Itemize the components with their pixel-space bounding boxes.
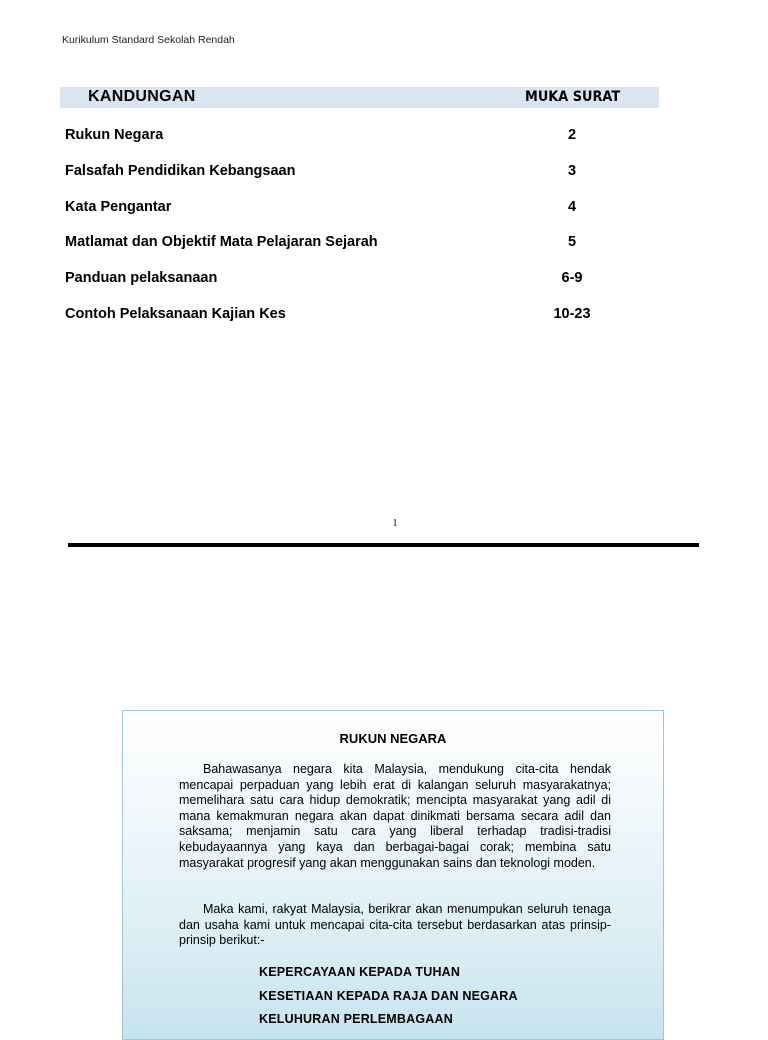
toc-entry[interactable]: [0, 270, 768, 292]
toc-entry-page: 5: [567, 234, 577, 250]
rukun-negara-paragraph-1: Bahawasanya negara kita Malaysia, mendukung cita-cita hendak mencapai perpaduan yang lebih erat di kalangan seluruh masyarakatnya; memelihara satu cara hidup demokratik; mencipta masyarakat yang adil di mana kemakmuran negara akan dapat dinikmati bersama secara adil dan saksama; menjamin satu cara yang liberal terhadap tradisi-tradisi kebudayaannya yang kaya dan berbagai-bagai corak; membina satu masyarakat progresif yang akan menggunakan sains dan teknologi moden.: [179, 762, 611, 870]
toc-entry-title: Contoh Pelaksanaan Kajian Kes: [65, 306, 286, 322]
toc-entry[interactable]: [0, 234, 768, 256]
toc-entry-page: 4: [567, 199, 577, 215]
toc-entry-title: Falsafah Pendidikan Kebangsaan: [65, 163, 296, 179]
rukun-negara-box: [122, 710, 664, 1040]
principle-item: KESETIAAN KEPADA RAJA DAN NEGARA: [259, 989, 518, 1003]
toc-entry[interactable]: [0, 199, 768, 221]
toc-entry-title: Rukun Negara: [65, 127, 164, 143]
toc-entry-title: Matlamat dan Objektif Mata Pelajaran Sejarah: [65, 234, 378, 250]
rukun-negara-paragraph-2: Maka kami, rakyat Malaysia, berikrar akan menumpukan seluruh tenaga dan usaha kami untuk mencapai cita-cita tersebut berdasarkan atas prinsip-prinsip berikut:-: [179, 902, 611, 948]
toc-entry[interactable]: [0, 127, 768, 149]
principle-item: KELUHURAN PERLEMBAGAAN: [259, 1012, 453, 1026]
page-number: 1: [392, 518, 398, 529]
toc-heading: KANDUNGAN: [88, 88, 196, 105]
toc-page-heading: MUKA SURAT: [525, 89, 621, 105]
toc-entry[interactable]: [0, 163, 768, 185]
toc-header-bar: [60, 87, 659, 108]
toc-entry-title: Panduan pelaksanaan: [65, 270, 218, 286]
toc-entry-page: 3: [567, 163, 577, 179]
running-header: Kurikulum Standard Sekolah Rendah: [62, 34, 235, 46]
toc-entry-title: Kata Pengantar: [65, 199, 172, 215]
toc-entry-page: 10-23: [553, 306, 591, 322]
page-divider: [68, 543, 699, 547]
toc-entry[interactable]: [0, 306, 768, 328]
toc-entry-page: 6-9: [561, 270, 583, 286]
rukun-negara-title: RUKUN NEGARA: [339, 731, 447, 746]
principle-item: KEPERCAYAAN KEPADA TUHAN: [259, 965, 461, 979]
toc-entry-page: 2: [567, 127, 577, 143]
